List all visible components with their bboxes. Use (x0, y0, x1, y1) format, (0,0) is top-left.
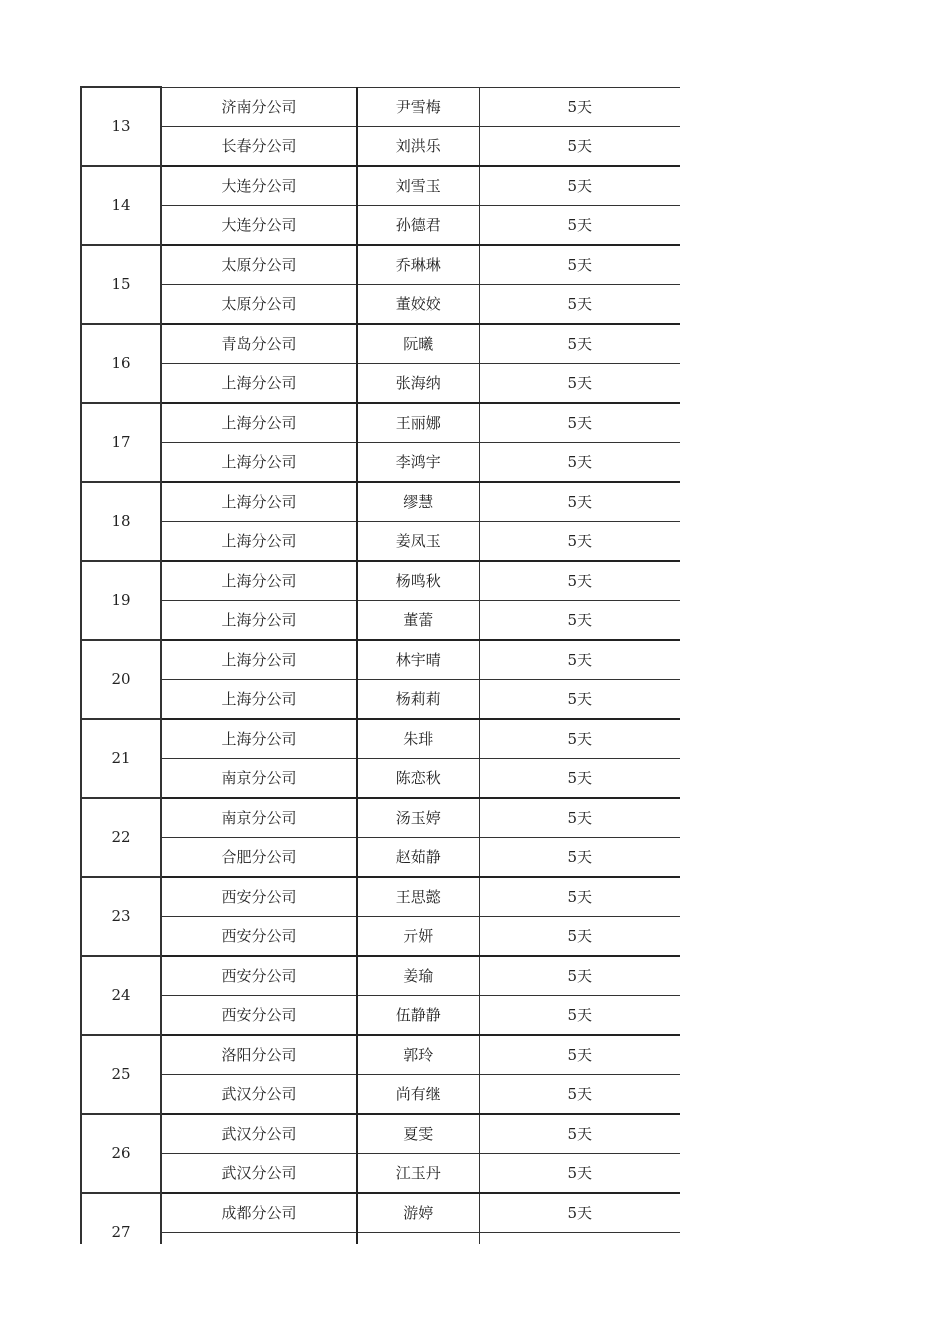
days-cell: 5天 (479, 837, 680, 877)
row-index-cell: 15 (81, 245, 161, 324)
days-cell: 5天 (479, 640, 680, 680)
name-cell: 杨莉莉 (357, 679, 479, 719)
branch-cell: 西安分公司 (161, 916, 357, 956)
branch-cell: 上海分公司 (161, 561, 357, 601)
name-cell: 江玉丹 (357, 1153, 479, 1193)
table-row (81, 442, 680, 482)
table-row (81, 1114, 680, 1154)
table-row (81, 600, 680, 640)
name-cell: 王思懿 (357, 877, 479, 917)
name-cell: 乔琳琳 (357, 245, 479, 285)
row-index-cell: 13 (81, 87, 161, 166)
branch-cell: 南京分公司 (161, 798, 357, 838)
table-row (81, 166, 680, 206)
name-cell: 游婷 (357, 1193, 479, 1233)
table-row (81, 679, 680, 719)
days-cell: 5天 (479, 442, 680, 482)
branch-cell: 太原分公司 (161, 284, 357, 324)
name-cell: 董姣姣 (357, 284, 479, 324)
days-cell: 5天 (479, 679, 680, 719)
name-cell: 夏雯 (357, 1114, 479, 1154)
days-cell: 5天 (479, 1114, 680, 1154)
row-index-cell: 20 (81, 640, 161, 719)
days-cell: 5天 (479, 798, 680, 838)
days-cell: 5天 (479, 916, 680, 956)
days-cell: 5天 (479, 126, 680, 166)
branch-cell: 上海分公司 (161, 521, 357, 561)
branch-cell: 成都分公司 (161, 1193, 357, 1233)
name-cell: 姜凤玉 (357, 521, 479, 561)
branch-cell: 洛阳分公司 (161, 1035, 357, 1075)
name-cell: 刘雪玉 (357, 166, 479, 206)
days-cell: 5天 (479, 877, 680, 917)
days-cell: 5天 (479, 1074, 680, 1114)
branch-cell: 上海分公司 (161, 679, 357, 719)
days-cell: 5天 (479, 403, 680, 443)
branch-cell: 上海分公司 (161, 482, 357, 522)
name-cell: 刘洪乐 (357, 126, 479, 166)
table-row (81, 719, 680, 759)
branch-cell: 上海分公司 (161, 363, 357, 403)
name-cell: 汤玉婷 (357, 798, 479, 838)
days-cell: 5天 (479, 719, 680, 759)
name-cell: 姜瑜 (357, 956, 479, 996)
table-row (81, 245, 680, 285)
table-row (81, 1193, 680, 1233)
branch-cell: 武汉分公司 (161, 1074, 357, 1114)
table-row (81, 1074, 680, 1114)
table-row (81, 995, 680, 1035)
branch-cell: 西安分公司 (161, 877, 357, 917)
name-cell: 陈恋秋 (357, 758, 479, 798)
branch-cell: 长春分公司 (161, 126, 357, 166)
name-cell: 阮曦 (357, 324, 479, 364)
name-cell: 尚有继 (357, 1074, 479, 1114)
row-index-cell: 16 (81, 324, 161, 403)
name-cell: 伍静静 (357, 995, 479, 1035)
name-cell: 李鸿宇 (357, 442, 479, 482)
table-row (81, 640, 680, 680)
branch-cell: 大连分公司 (161, 205, 357, 245)
row-index-cell: 17 (81, 403, 161, 482)
days-cell: 5天 (479, 1153, 680, 1193)
days-cell: 5天 (479, 166, 680, 206)
branch-cell: 大连分公司 (161, 166, 357, 206)
days-cell: 5天 (479, 87, 680, 126)
name-cell: 亓妍 (357, 916, 479, 956)
branch-cell: 上海分公司 (161, 600, 357, 640)
row-index-cell: 19 (81, 561, 161, 640)
table-row (81, 877, 680, 917)
days-cell: 5天 (479, 205, 680, 245)
leave-table (80, 86, 680, 1244)
branch-cell: 上海分公司 (161, 640, 357, 680)
name-cell: 赵茹静 (357, 837, 479, 877)
branch-cell (161, 1232, 357, 1244)
table-row (81, 284, 680, 324)
days-cell: 5天 (479, 482, 680, 522)
row-index-cell: 21 (81, 719, 161, 798)
table-row (81, 837, 680, 877)
row-index-cell: 27 (81, 1193, 161, 1245)
row-index-cell: 26 (81, 1114, 161, 1193)
days-cell: 5天 (479, 324, 680, 364)
spreadsheet-page (80, 86, 680, 1244)
row-index-cell: 24 (81, 956, 161, 1035)
name-cell: 林宇晴 (357, 640, 479, 680)
row-index-cell: 23 (81, 877, 161, 956)
name-cell: 王丽娜 (357, 403, 479, 443)
table-row (81, 956, 680, 996)
table-row (81, 87, 680, 126)
table-row (81, 1035, 680, 1075)
branch-cell: 合肥分公司 (161, 837, 357, 877)
branch-cell: 青岛分公司 (161, 324, 357, 364)
name-cell: 郭玲 (357, 1035, 479, 1075)
row-index-cell: 18 (81, 482, 161, 561)
name-cell: 杨鸣秋 (357, 561, 479, 601)
table-row (81, 1232, 680, 1244)
branch-cell: 上海分公司 (161, 442, 357, 482)
name-cell: 董蕾 (357, 600, 479, 640)
name-cell: 缪慧 (357, 482, 479, 522)
table-row (81, 561, 680, 601)
name-cell: 张海纳 (357, 363, 479, 403)
table-row (81, 482, 680, 522)
row-index-cell: 25 (81, 1035, 161, 1114)
days-cell: 5天 (479, 1035, 680, 1075)
days-cell (479, 1232, 680, 1244)
branch-cell: 武汉分公司 (161, 1153, 357, 1193)
days-cell: 5天 (479, 284, 680, 324)
table-row (81, 363, 680, 403)
row-index-cell: 22 (81, 798, 161, 877)
name-cell: 孙德君 (357, 205, 479, 245)
days-cell: 5天 (479, 995, 680, 1035)
branch-cell: 上海分公司 (161, 403, 357, 443)
days-cell: 5天 (479, 956, 680, 996)
branch-cell: 济南分公司 (161, 87, 357, 126)
branch-cell: 上海分公司 (161, 719, 357, 759)
table-row (81, 403, 680, 443)
table-row (81, 205, 680, 245)
days-cell: 5天 (479, 245, 680, 285)
table-row (81, 798, 680, 838)
table-row (81, 1153, 680, 1193)
table-row (81, 521, 680, 561)
days-cell: 5天 (479, 521, 680, 561)
days-cell: 5天 (479, 363, 680, 403)
table-row (81, 758, 680, 798)
name-cell: 朱琲 (357, 719, 479, 759)
name-cell: 尹雪梅 (357, 87, 479, 126)
days-cell: 5天 (479, 561, 680, 601)
days-cell: 5天 (479, 600, 680, 640)
days-cell: 5天 (479, 758, 680, 798)
table-row (81, 324, 680, 364)
branch-cell: 南京分公司 (161, 758, 357, 798)
branch-cell: 武汉分公司 (161, 1114, 357, 1154)
row-index-cell: 14 (81, 166, 161, 245)
branch-cell: 西安分公司 (161, 995, 357, 1035)
table-row (81, 916, 680, 956)
table-row (81, 126, 680, 166)
table-body (81, 87, 680, 1244)
branch-cell: 太原分公司 (161, 245, 357, 285)
name-cell (357, 1232, 479, 1244)
days-cell: 5天 (479, 1193, 680, 1233)
branch-cell: 西安分公司 (161, 956, 357, 996)
